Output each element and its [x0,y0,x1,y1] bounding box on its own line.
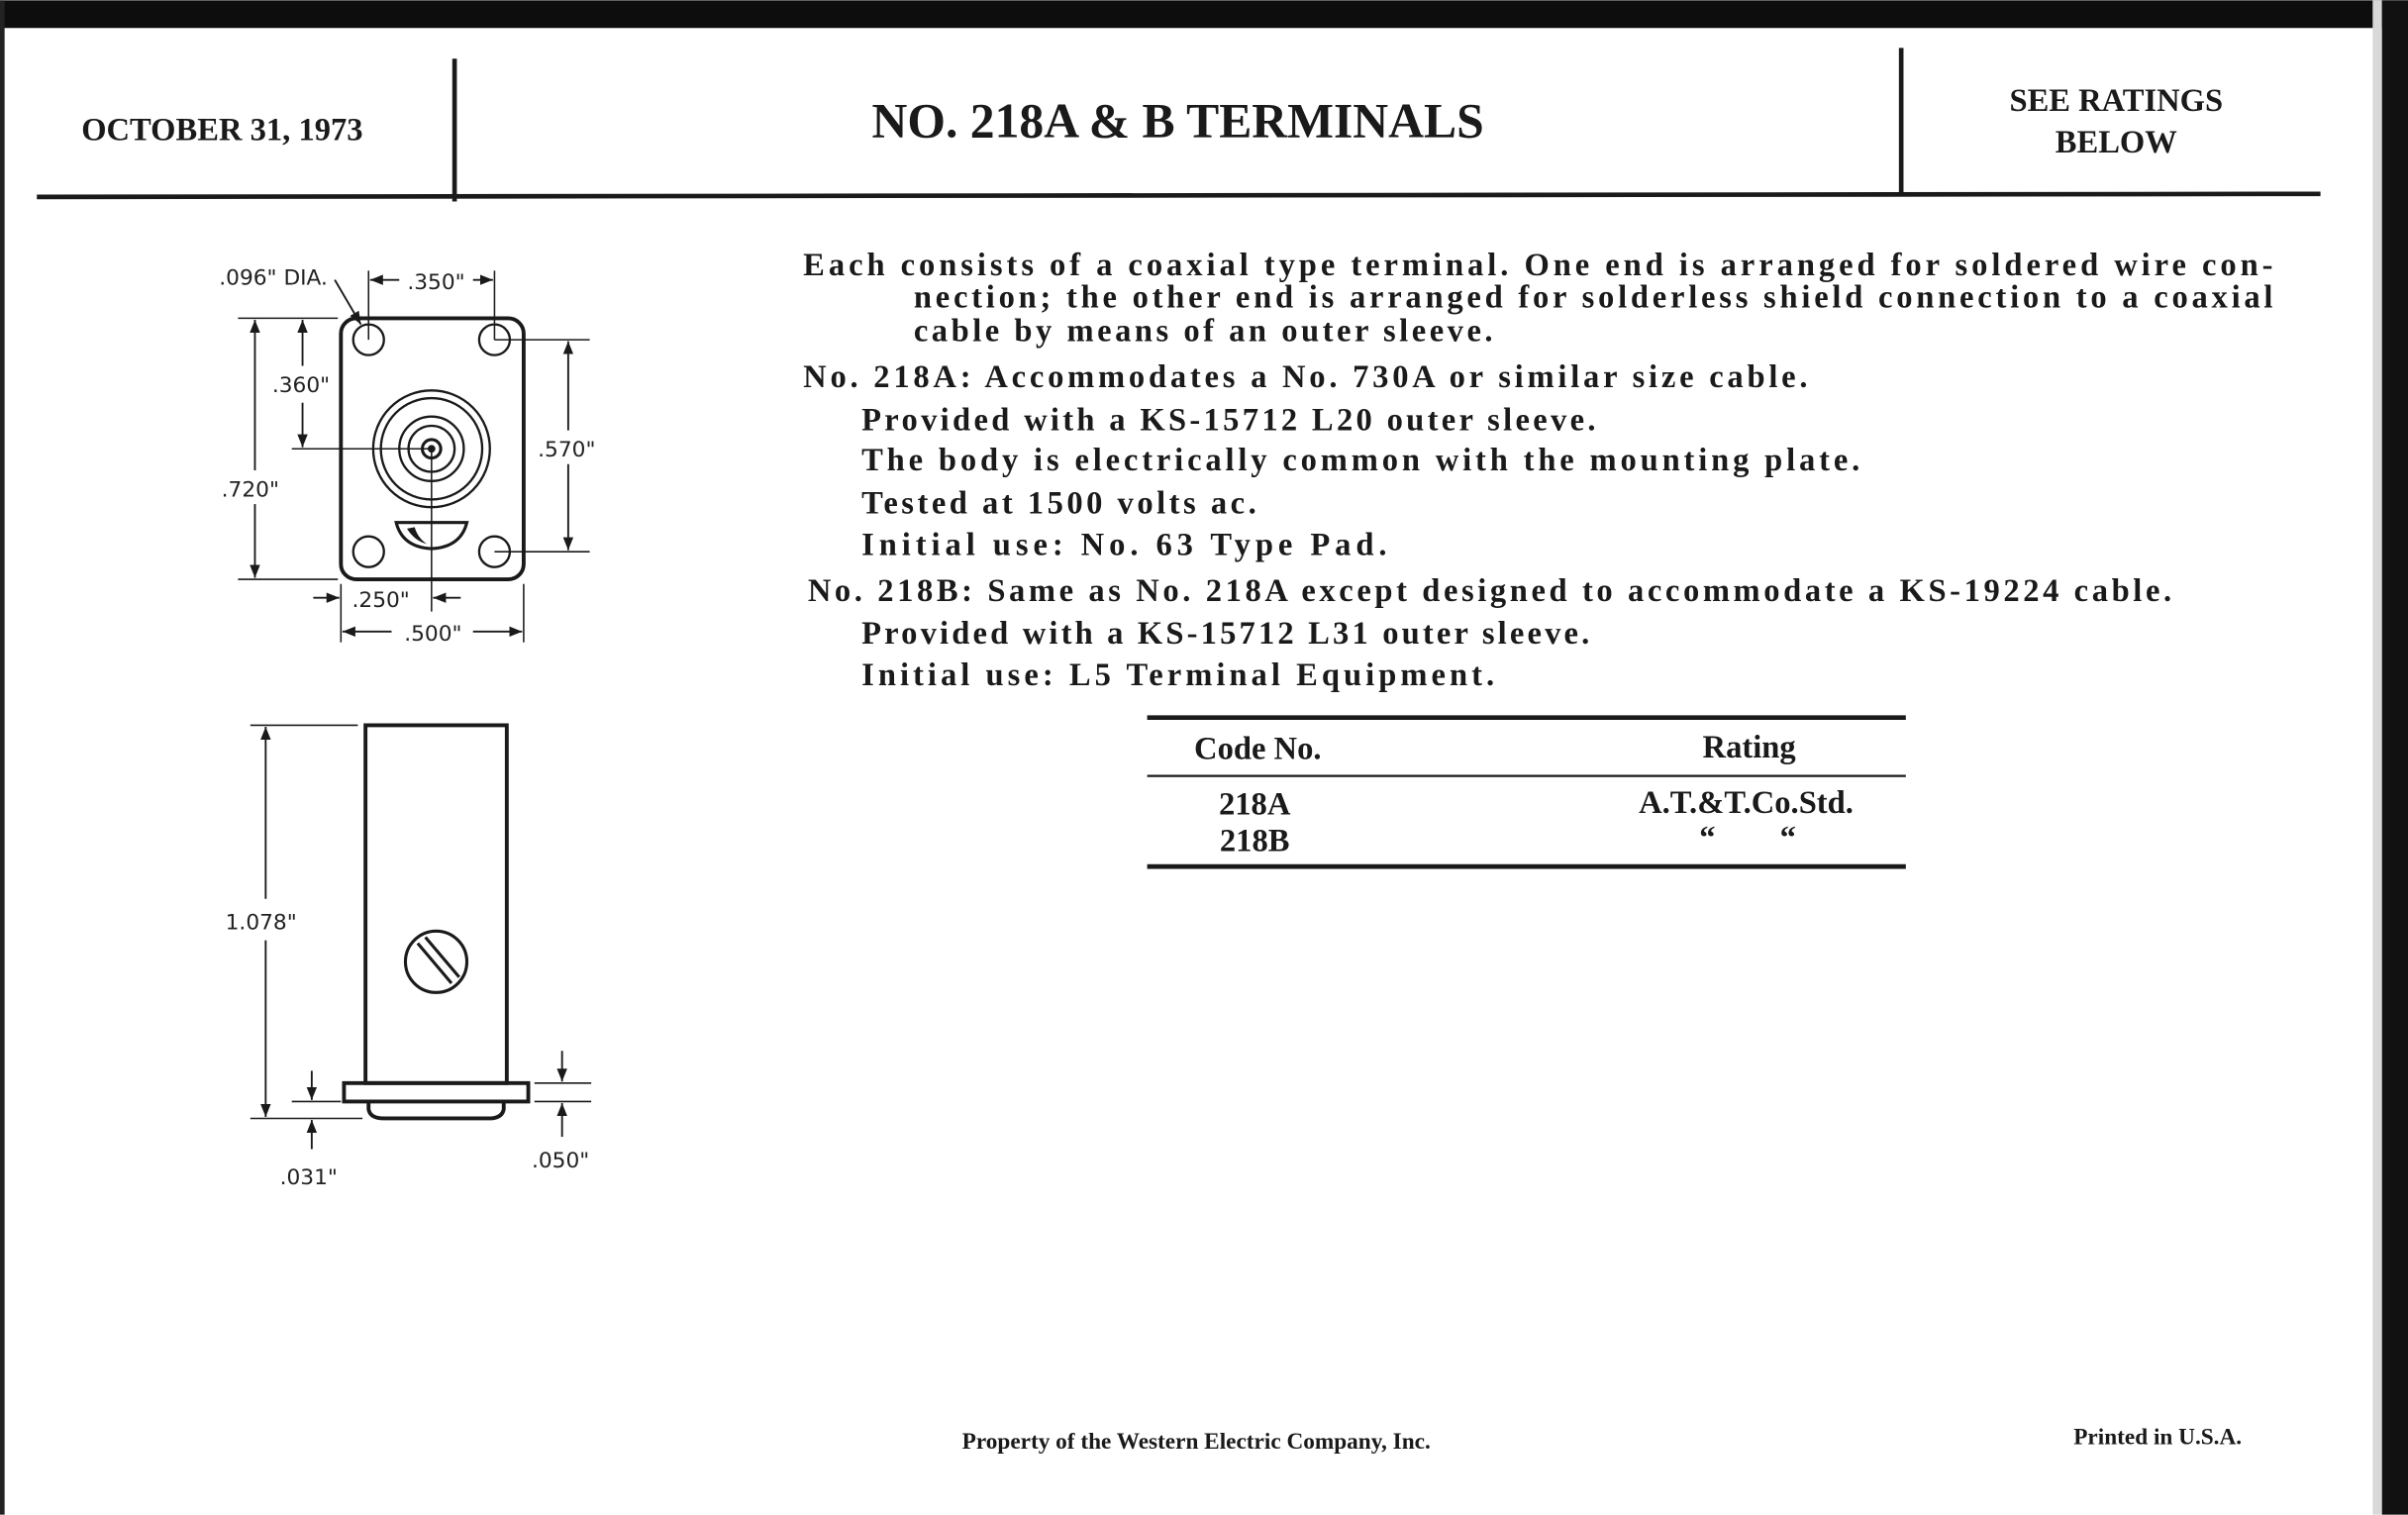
dim-flange-thickness: .050" [531,1149,590,1174]
218b-line: Provided with a KS-15712 L31 outer sleeve. [861,616,1590,653]
scan-border-left [0,0,5,1514]
intro-line: cable by means of an outer sleeve. [913,313,1493,350]
218a-line: Initial use: No. 63 Type Pad. [861,527,1387,563]
dim-flange-offset: .031" [279,1165,338,1191]
dim-plate-height: .720" [221,477,279,503]
table-row [1220,821,1796,859]
column-header-rating: Rating [1702,730,1796,765]
rating-cell: A.T.&T.Co.Std. [1639,784,1854,821]
dim-hole-spacing-y: .570" [538,437,596,462]
218a-line: Tested at 1500 volts ac. [861,485,1256,522]
code-cell: 218B [1219,823,1290,859]
code-cell: 218A [1219,786,1291,823]
intro-line: nection; the other end is arranged for solderless shield connection to a coaxial [913,279,2273,316]
scan-border-right [2382,0,2408,1514]
printed-notice: Printed in U.S.A. [2073,1424,2243,1451]
dim-center-from-top: .360" [271,372,331,398]
218b-line: Initial use: L5 Terminal Equipment. [861,657,1495,694]
header-rule [37,194,2320,197]
218a-line: The body is electrically common with the mounting plate. [861,442,1860,478]
table-row [1219,785,1854,823]
scan-border-top [0,0,2408,28]
dim-hole-dia: .096" DIA. [219,265,328,291]
property-notice: Property of the Western Electric Company, Inc. [961,1428,1431,1455]
header [37,48,2320,201]
intro-line: Each consists of a coaxial type terminal. One end is arranged for soldered wire con- [803,247,2273,283]
dim-plate-width: .500" [404,622,462,648]
dim-overall-height: 1.078" [225,910,297,936]
dim-center-offset-x: .250" [351,588,410,613]
top-view-drawing [219,265,595,647]
column-header-code: Code No. [1194,731,1322,767]
date: OCTOBER 31, 1973 [81,112,363,149]
ratings-note-2: BELOW [2055,124,2177,160]
218a-line: Provided with a KS-15712 L20 outer sleeve. [861,402,1596,439]
side-view-drawing [226,725,592,1190]
rating-cell: “ “ [1699,820,1796,857]
page-title: NO. 218A & B TERMINALS [871,93,1484,149]
ratings-note: SEE RATINGS [2009,83,2224,120]
description [803,248,2272,693]
218a-line: No. 218A: Accommodates a No. 730A or similar size cable. [803,359,1808,396]
218b-line: No. 218B: Same as No. 218A except designed to accommodate a KS-19224 cable. [807,572,2172,609]
ratings-table [1148,718,1906,866]
dim-hole-spacing-x: .350" [407,269,465,295]
